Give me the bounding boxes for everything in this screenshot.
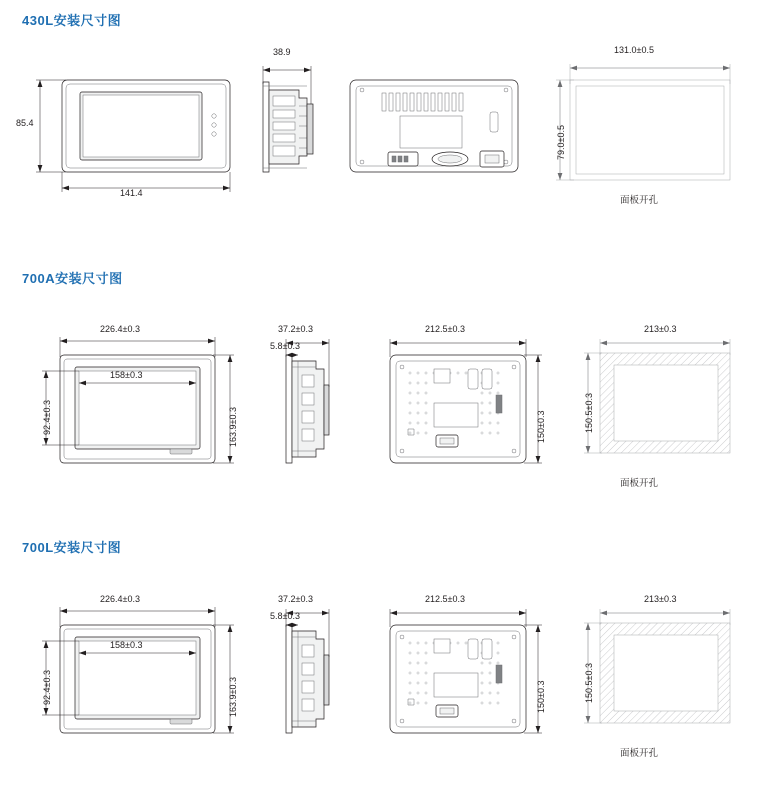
- dim-700l-side-lip: 5.8±0.3: [270, 611, 300, 621]
- dim-700a-front-screen-width: 158±0.3: [110, 370, 143, 380]
- dim-700a-side-depth: 37.2±0.3: [278, 324, 313, 334]
- dim-700l-front-screen-width: 158±0.3: [110, 640, 143, 650]
- view-700a-side: [270, 324, 366, 475]
- dim-700a-cutout-width: 213±0.3: [644, 324, 677, 334]
- view-700a-front: [30, 325, 245, 475]
- section-title-700l: 700L安装尺寸图: [22, 540, 122, 555]
- dim-430l-front-height: 85.4: [16, 118, 34, 128]
- dim-700a-front-width: 226.4±0.3: [100, 324, 140, 334]
- dim-700l-side-depth: 37.2±0.3: [278, 594, 313, 604]
- view-700l-front: [30, 595, 245, 745]
- view-430l-cutout: [552, 45, 752, 210]
- dim-700a-back-width: 212.5±0.3: [425, 324, 465, 334]
- dim-430l-cutout-width: 131.0±0.5: [614, 45, 654, 55]
- dim-700l-front-height: 163.9±0.3: [228, 677, 238, 717]
- dim-700l-cutout-width: 213±0.3: [644, 594, 677, 604]
- caption-430l-cutout: 面板开孔: [620, 195, 659, 206]
- caption-700a-cutout: 面板开孔: [620, 478, 659, 489]
- view-700l-back: [378, 595, 553, 745]
- dim-700a-cutout-height: 150.5±0.3: [584, 393, 594, 433]
- view-430l-side: [255, 47, 345, 200]
- view-430l-back: [340, 60, 530, 200]
- view-700a-cutout: [572, 325, 752, 505]
- dim-700l-cutout-height: 150.5±0.3: [584, 663, 594, 703]
- dim-700a-front-screen-height: 92.4±0.3: [42, 400, 52, 435]
- section-title-430l: 430L安装尺寸图: [22, 13, 122, 28]
- view-700a-back: [378, 325, 553, 475]
- view-430l-front: [16, 60, 242, 200]
- dim-700l-front-screen-height: 92.4±0.3: [42, 670, 52, 705]
- dim-700a-back-height: 150±0.3: [536, 410, 546, 443]
- dim-430l-front-width: 141.4: [120, 188, 143, 198]
- dim-700l-back-height: 150±0.3: [536, 680, 546, 713]
- view-700l-side: [270, 594, 366, 745]
- dim-700a-front-height: 163.9±0.3: [228, 407, 238, 447]
- dim-700l-back-width: 212.5±0.3: [425, 594, 465, 604]
- dim-430l-side-depth: 38.9: [273, 47, 291, 57]
- caption-700l-cutout: 面板开孔: [620, 748, 659, 759]
- view-700l-cutout: [572, 595, 752, 775]
- dim-430l-cutout-height: 79.0±0.5: [556, 125, 566, 160]
- section-title-700a: 700A安装尺寸图: [22, 271, 123, 286]
- dim-700l-front-width: 226.4±0.3: [100, 594, 140, 604]
- dim-700a-side-lip: 5.8±0.3: [270, 341, 300, 351]
